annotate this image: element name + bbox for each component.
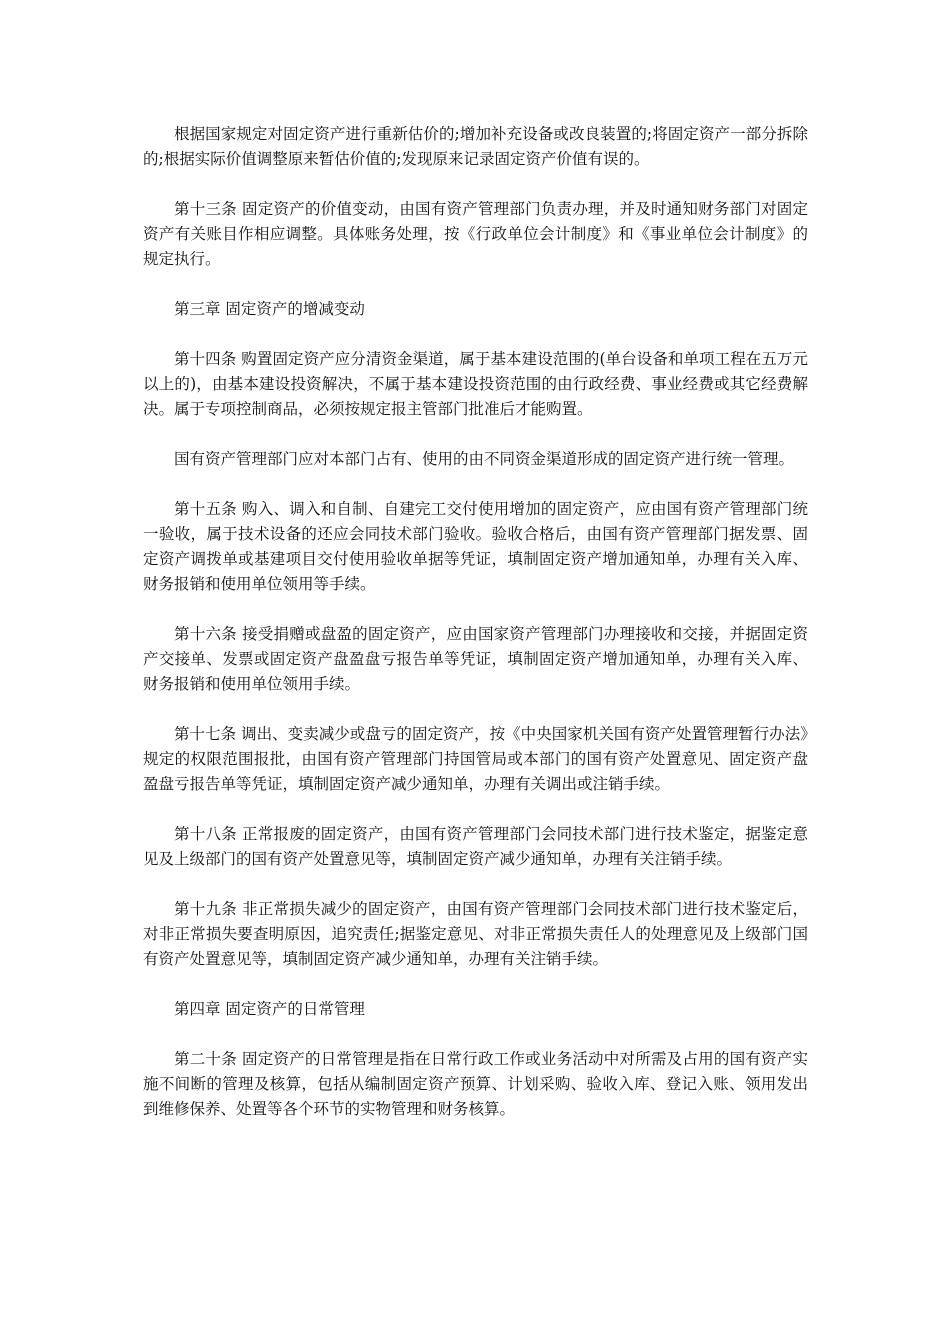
paragraph-revaluation: 根据国家规定对固定资产进行重新估价的;增加补充设备或改良装置的;将固定资产一部分拆除的;根据实际价值调整原来暂估价值的;发现原来记录固定资产价值有误的。 (143, 125, 808, 168)
chapter-3-heading: 第三章 固定资产的增减变动 (174, 300, 365, 318)
paragraph-unified-management: 国有资产管理部门应对本部门占有、使用的由不同资金渠道形成的固定资产进行统一管理。 (174, 450, 795, 468)
article-18: 第十八条 正常报废的固定资产，由国有资产管理部门会同技术部门进行技术鉴定，据鉴定意见及上级部门的国有资产处置意见等，填制固定资产减少通知单，办理有关注销手续。 (143, 825, 808, 868)
article-14: 第十四条 购置固定资产应分清资金渠道，属于基本建设范围的(单台设备和单项工程在五万元以上的)，由基本建设投资解决，不属于基本建设投资范围的由行政经费、事业经费或其它经费解决。属于专项控制商品，必须按规定报主管部门批准后才能购置。 (143, 350, 808, 418)
article-16: 第十六条 接受捐赠或盘盈的固定资产，应由国家资产管理部门办理接收和交接，并据固定资产交接单、发票或固定资产盘盈盘亏报告单等凭证，填制固定资产增加通知单，办理有关入库、财务报销和使用单位领用手续。 (143, 625, 808, 693)
article-19: 第十九条 非正常损失减少的固定资产，由国有资产管理部门会同技术部门进行技术鉴定后，对非正常损失要查明原因，追究责任;据鉴定意见、对非正常损失责任人的处理意见及上级部门国有资产处置意见等，填制固定资产减少通知单，办理有关注销手续。 (143, 900, 808, 968)
chapter-4-heading: 第四章 固定资产的日常管理 (174, 1000, 365, 1018)
document-page (143, 122, 808, 1147)
article-17: 第十七条 调出、变卖减少或盘亏的固定资产，按《中央国家机关国有资产处置管理暂行办法》规定的权限范围报批，由国有资产管理部门持国管局或本部门的国有资产处置意见、固定资产盘盈盘亏报告单等凭证，填制固定资产减少通知单，办理有关调出或注销手续。 (143, 725, 808, 793)
article-20: 第二十条 固定资产的日常管理是指在日常行政工作或业务活动中对所需及占用的国有资产实施不间断的管理及核算，包括从编制固定资产预算、计划采购、验收入库、登记入账、领用发出到维修保养、处置等各个环节的实物管理和财务核算。 (143, 1050, 808, 1118)
article-15: 第十五条 购入、调入和自制、自建完工交付使用增加的固定资产，应由国有资产管理部门统一验收，属于技术设备的还应会同技术部门验收。验收合格后，由国有资产管理部门据发票、固定资产调拨单或基建项目交付使用验收单据等凭证，填制固定资产增加通知单，办理有关入库、财务报销和使用单位领用等手续。 (143, 500, 808, 593)
article-13: 第十三条 固定资产的价值变动，由国有资产管理部门负责办理，并及时通知财务部门对固定资产有关账目作相应调整。具体账务处理，按《行政单位会计制度》和《事业单位会计制度》的规定执行。 (143, 200, 808, 268)
